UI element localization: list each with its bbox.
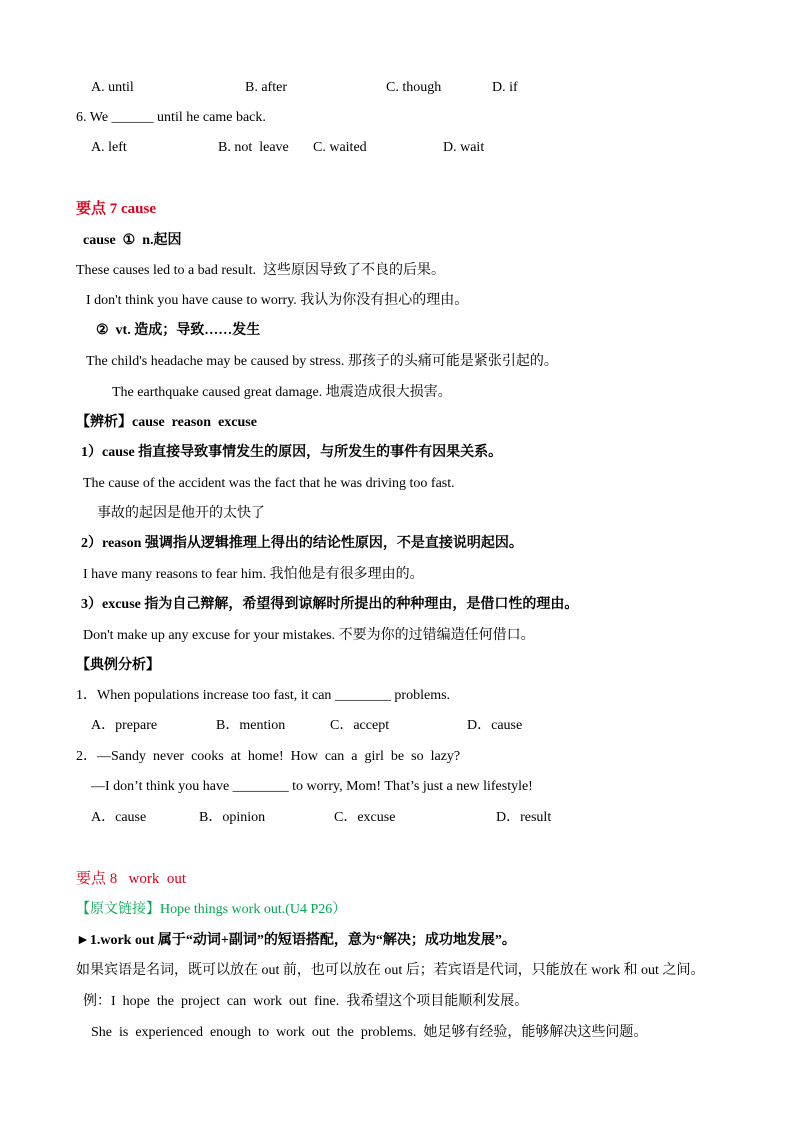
q6-option-d: D. wait (443, 140, 485, 155)
dianli-q1-option-a: A．prepare (91, 718, 158, 733)
bianxi-reason-rule: 2）reason 强调指从逻辑推理上得出的结论性原因，不是直接说明起因。 (81, 536, 523, 551)
dianli-q2-option-b: B．opinion (199, 810, 266, 825)
q6-option-a: A. left (91, 140, 127, 155)
dianli-q2-stem: 2．—Sandy never cooks at home! How can a girl be so lazy? (76, 749, 461, 764)
q5-option-b: B. after (245, 80, 287, 95)
bianxi-cause-translation: 事故的起因是他开的太快了 (97, 506, 265, 521)
q6-option-c: C. waited (313, 140, 367, 155)
dianli-q1-option-b: B．mention (216, 718, 286, 733)
dianli-q2-reply: —I don’t think you have ________ to worry, Mom! That’s just a new lifestyle! (91, 779, 533, 794)
bianxi-heading: 【辨析】cause reason excuse (76, 415, 257, 430)
dianli-q1-option-d: D．cause (467, 718, 523, 733)
point8-example-2: She is experienced enough to work out the problems. 她足够有经验，能够解决这些问题。 (91, 1025, 648, 1040)
bianxi-reason-example: I have many reasons to fear him. 我怕他是有很多理由的。 (83, 567, 424, 582)
q5-option-d: D. if (492, 80, 518, 95)
point8-heading: 要点 8 work out (76, 871, 186, 887)
q6-stem: 6. We ______ until he came back. (76, 110, 266, 125)
q6-option-b: B. not leave (218, 140, 289, 155)
dianli-q1-option-c: C．accept (330, 718, 390, 733)
q5-option-c: C. though (386, 80, 442, 95)
dianli-q2-option-d: D．result (496, 810, 552, 825)
point7-example-3: The child's headache may be caused by stress. 那孩子的头痛可能是紧张引起的。 (86, 354, 558, 369)
point8-rule: ►1.work out 属于“动词+副词”的短语搭配，意为“解决；成功地发展”。 (76, 933, 516, 948)
bianxi-excuse-rule: 3）excuse 指为自己辩解，希望得到谅解时所提出的种种理由，是借口性的理由。 (81, 597, 579, 612)
dianli-q1-stem: 1．When populations increase too fast, it can ________ problems. (76, 688, 451, 703)
point7-example-1: These causes led to a bad result. 这些原因导致了不良的后果。 (76, 263, 445, 278)
dianli-heading: 【典例分析】 (76, 658, 160, 673)
q5-option-a: A. until (91, 80, 134, 95)
dianli-q2-option-a: A．cause (91, 810, 147, 825)
point7-example-4: The earthquake caused great damage. 地震造成很大损害。 (112, 385, 452, 400)
point8-example-1: 例：I hope the project can work out fine. 我希望这个项目能顺利发展。 (83, 994, 529, 1009)
bianxi-excuse-example: Don't make up any excuse for your mistakes. 不要为你的过错编造任何借口。 (83, 628, 535, 643)
point8-source-link: 【原文链接】Hope things work out.(U4 P26） (76, 902, 347, 917)
bianxi-cause-example: The cause of the accident was the fact that he was driving too fast. (83, 476, 455, 491)
point7-heading: 要点 7 cause (76, 201, 156, 217)
bianxi-cause-rule: 1）cause 指直接导致事情发生的原因，与所发生的事件有因果关系。 (81, 445, 503, 460)
point8-note: 如果宾语是名词，既可以放在 out 前，也可以放在 out 后；若宾语是代词，只能放在 work 和 out 之间。 (76, 963, 705, 978)
point7-def-noun: cause ① n.起因 (83, 233, 182, 248)
point7-example-2: I don't think you have cause to worry. 我认为你没有担心的理由。 (86, 293, 469, 308)
point7-def-verb: ② vt. 造成；导致……发生 (96, 323, 261, 338)
dianli-q2-option-c: C．excuse (334, 810, 396, 825)
